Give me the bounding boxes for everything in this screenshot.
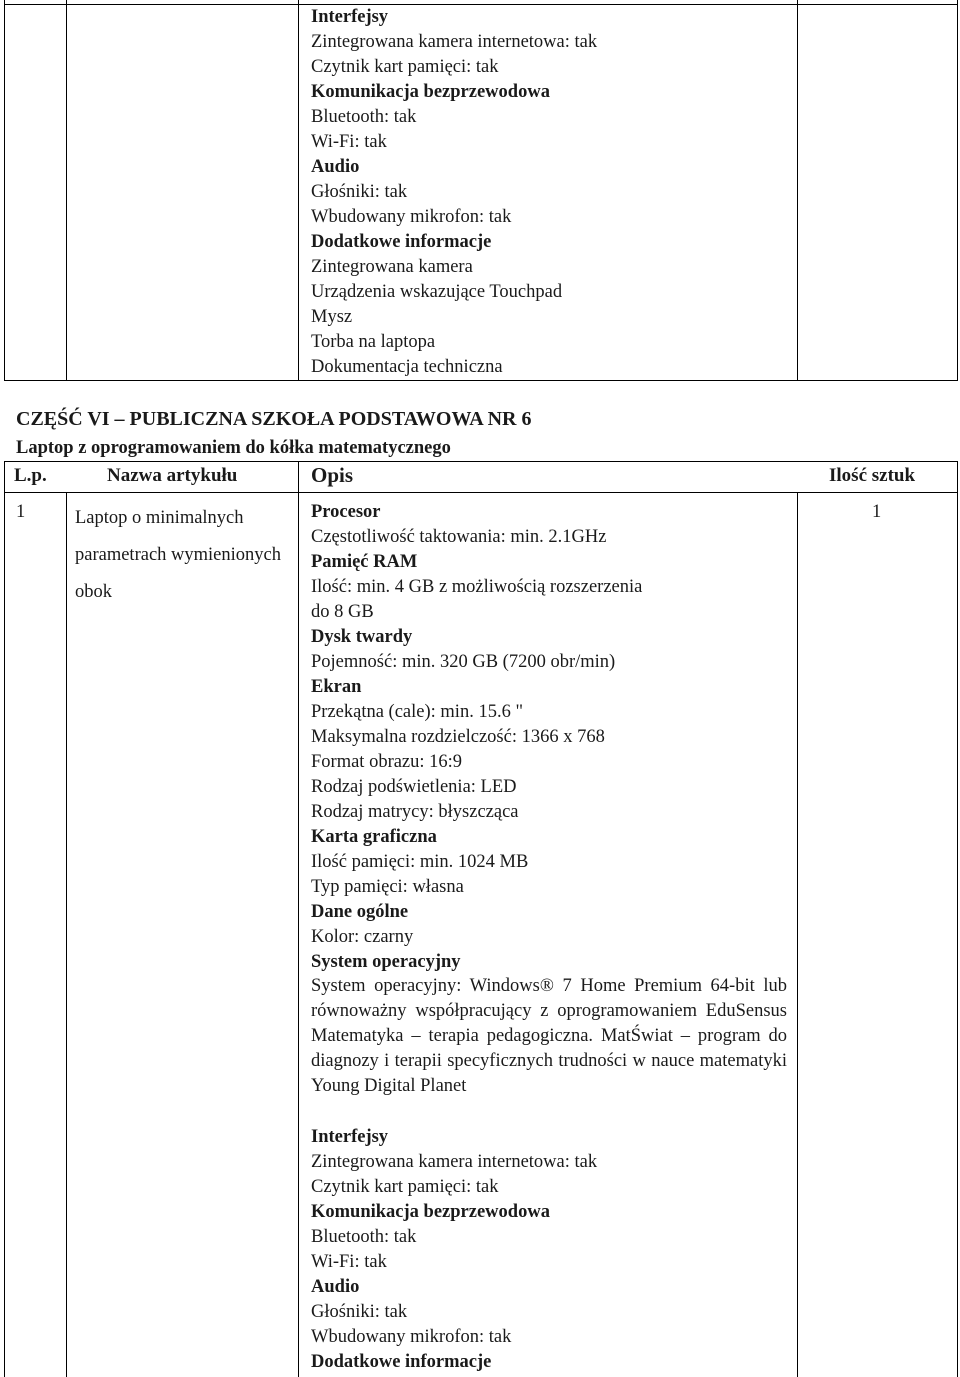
table-col-divider-1 [66,492,67,1377]
table-right-border [957,461,958,1377]
row-qty: 1 [872,502,882,522]
section-label: Karta graficzna [311,827,437,847]
table-header-bottom-border [4,492,958,493]
header-name: Nazwa artykułu [107,465,238,486]
spec-line: Rodzaj matrycy: błyszcząca [311,802,519,822]
spec-line: Ilość: min. 4 GB z możliwością rozszerzenia [311,577,643,597]
section-label: Dodatkowe informacje [311,232,492,252]
spec-line: Bluetooth: tak [311,1227,417,1247]
row-name: Laptop o minimalnych parametrach wymienionych obok [75,508,281,602]
spec-line: Zintegrowana kamera [311,257,473,277]
section-label: Audio [311,157,360,177]
section-subtitle: Laptop z oprogramowaniem do kółka matematycznego [16,438,451,458]
top-table-col-divider-3 [797,0,798,381]
top-table-left-border [4,0,5,381]
spec-line: Częstotliwość taktowania: min. 2.1GHz [311,527,607,547]
spec-line: Typ pamięci: własna [311,877,464,897]
header-qty: Ilość sztuk [829,465,916,486]
spec-line: Wbudowany mikrofon: tak [311,1327,512,1347]
table-col-divider-2 [298,461,299,1377]
spec-line: Wi-Fi: tak [311,1252,387,1272]
row-lp: 1 [16,502,26,522]
section-label: Dane ogólne [311,902,409,922]
section-label: Pamięć RAM [311,552,418,572]
spec-line: Wi-Fi: tak [311,132,387,152]
header-desc: Opis [311,463,354,487]
spec-line: Kolor: czarny [311,927,414,947]
spec-line: Dokumentacja techniczna [311,357,503,377]
header-lp: L.p. [14,465,47,486]
top-table-col-divider-1 [66,0,67,381]
spec-line: Zintegrowana kamera internetowa: tak [311,1152,598,1172]
section-label: Audio [311,1277,360,1297]
spec-line: Rodzaj podświetlenia: LED [311,777,517,797]
spec-line: Format obrazu: 16:9 [311,752,463,772]
spec-line: Pojemność: min. 320 GB (7200 obr/min) [311,652,616,672]
spec-line: Głośniki: tak [311,182,408,202]
top-table-bottom-border [4,380,958,381]
spec-line: Bluetooth: tak [311,107,417,127]
top-table-right-border [957,0,958,381]
spec-line: Głośniki: tak [311,1302,408,1322]
spec-line: Zintegrowana kamera internetowa: tak [311,32,598,52]
table-left-border [4,461,5,1377]
section-label: System operacyjny [311,952,461,972]
spec-line: Ilość pamięci: min. 1024 MB [311,852,529,872]
os-paragraph: System operacyjny: Windows® 7 Home Premium 64-bit lub równoważny współpracujący z oprogramowaniem EduSensus Matematyka – terapia pedagogiczna. MatŚwiat – program do diagnozy i terapii specyficznych trudności w nauce matematyki Young Digital Planet [311,976,787,1096]
spec-line: Przekątna (cale): min. 15.6 " [311,702,524,722]
spec-line: do 8 GB [311,602,374,622]
section-label: Dodatkowe informacje [311,1352,492,1372]
section-label: Komunikacja bezprzewodowa [311,82,550,102]
section-label: Komunikacja bezprzewodowa [311,1202,550,1222]
spec-line: Czytnik kart pamięci: tak [311,57,499,77]
spec-line: Mysz [311,307,353,327]
section-label: Dysk twardy [311,627,413,647]
spec-line: Torba na laptopa [311,332,436,352]
section-label: Procesor [311,502,381,522]
spec-line: Wbudowany mikrofon: tak [311,207,512,227]
top-table-top-border [4,4,958,5]
section-title: CZĘŚĆ VI – PUBLICZNA SZKOŁA PODSTAWOWA NR 6 [16,408,532,430]
spec-line: Czytnik kart pamięci: tak [311,1177,499,1197]
spec-line: Urządzenia wskazujące Touchpad [311,282,563,302]
top-table-col-divider-2 [298,0,299,381]
section-label: Interfejsy [311,1127,389,1147]
table-col-divider-3 [797,492,798,1377]
section-label: Ekran [311,677,362,697]
spec-line: Maksymalna rozdzielczość: 1366 x 768 [311,727,605,747]
table-top-border [4,461,958,462]
section-label: Interfejsy [311,7,389,27]
